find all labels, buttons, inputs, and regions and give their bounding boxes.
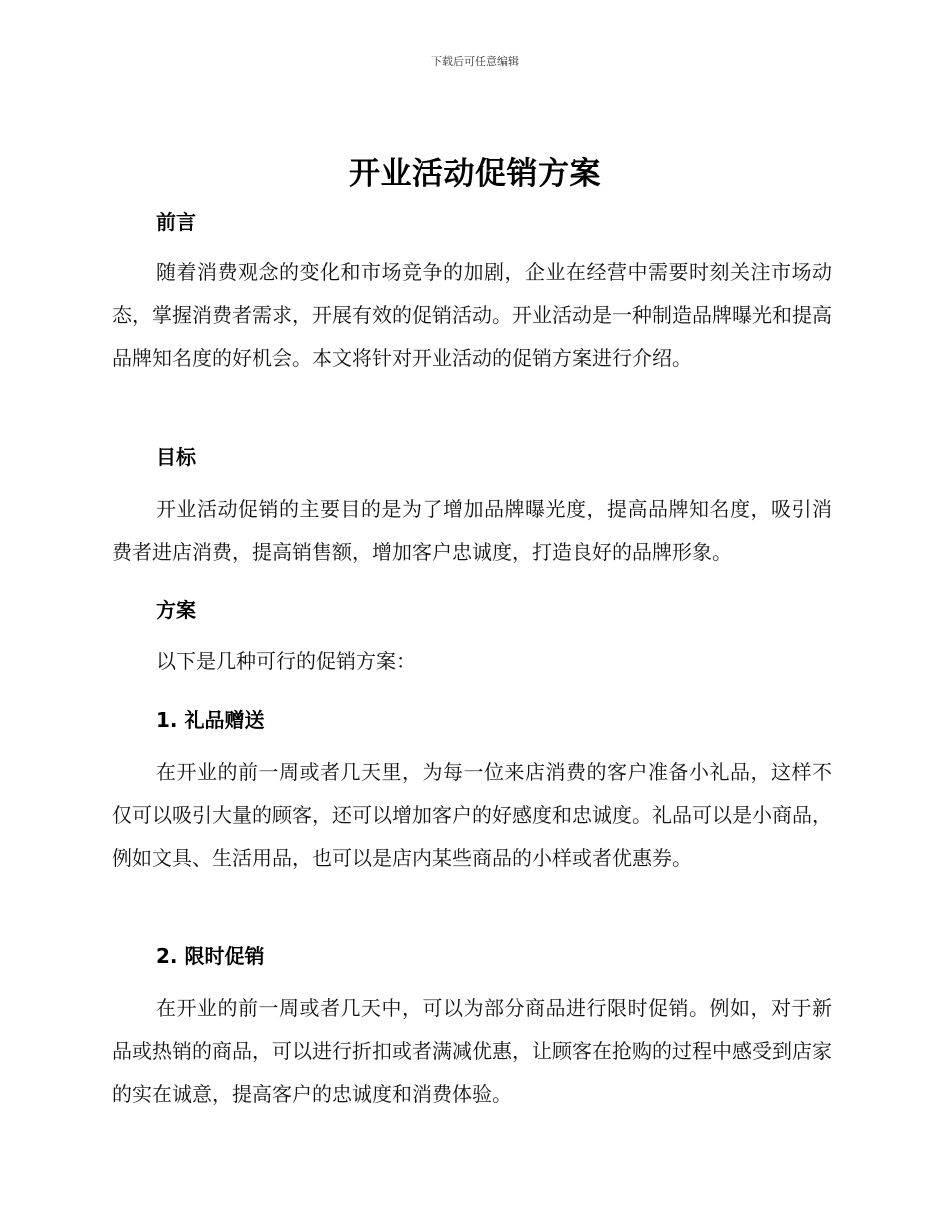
section-goal-body [112, 488, 832, 574]
document-title: 开业活动促销方案 [349, 156, 601, 192]
section-goal [112, 441, 832, 470]
section-gift-body [112, 751, 832, 880]
paragraph-limited: 在开业的前一周或者几天中，可以为部分商品进行限时促销。例如，对于新品或热销的商品，可以进行折扣或者满减优惠，让顾客在抢购的过程中感受到店家的实在诚意，提高客户的忠诚度和消费体验。 [112, 996, 832, 1106]
section-heading-plan: 方案 [156, 598, 196, 622]
section-heading-gift: 1. 礼品赠送 [156, 708, 265, 732]
section-plan [112, 594, 832, 623]
paragraph-plan-intro: 以下是几种可行的促销方案： [156, 649, 416, 673]
section-heading-goal: 目标 [156, 445, 196, 469]
section-plan-body [112, 640, 832, 683]
paragraph-goal: 开业活动促销的主要目的是为了增加品牌曝光度，提高品牌知名度，吸引消费者进店消费，提高销售额，增加客户忠诚度，打造良好的品牌形象。 [112, 497, 832, 564]
section-gift [112, 704, 832, 733]
section-limited [112, 940, 832, 969]
paragraph-gift: 在开业的前一周或者几天里，为每一位来店消费的客户准备小礼品，这样不仅可以吸引大量的顾客，还可以增加客户的好感度和忠诚度。礼品可以是小商品，例如文具、生活用品，也可以是店内某些商品的小样或者优惠券。 [112, 760, 832, 870]
section-preface [112, 206, 832, 235]
section-limited-body [112, 987, 832, 1116]
section-heading-preface: 前言 [156, 210, 196, 234]
section-heading-limited: 2. 限时促销 [156, 944, 265, 968]
paragraph-preface: 随着消费观念的变化和市场竞争的加剧，企业在经营中需要时刻关注市场动态，掌握消费者需求，开展有效的促销活动。开业活动是一种制造品牌曝光和提高品牌知名度的好机会。本文将针对开业活动的促销方案进行介绍。 [112, 260, 832, 370]
section-preface-body [112, 251, 832, 380]
header-note: 下载后可任意编辑 [431, 55, 519, 68]
